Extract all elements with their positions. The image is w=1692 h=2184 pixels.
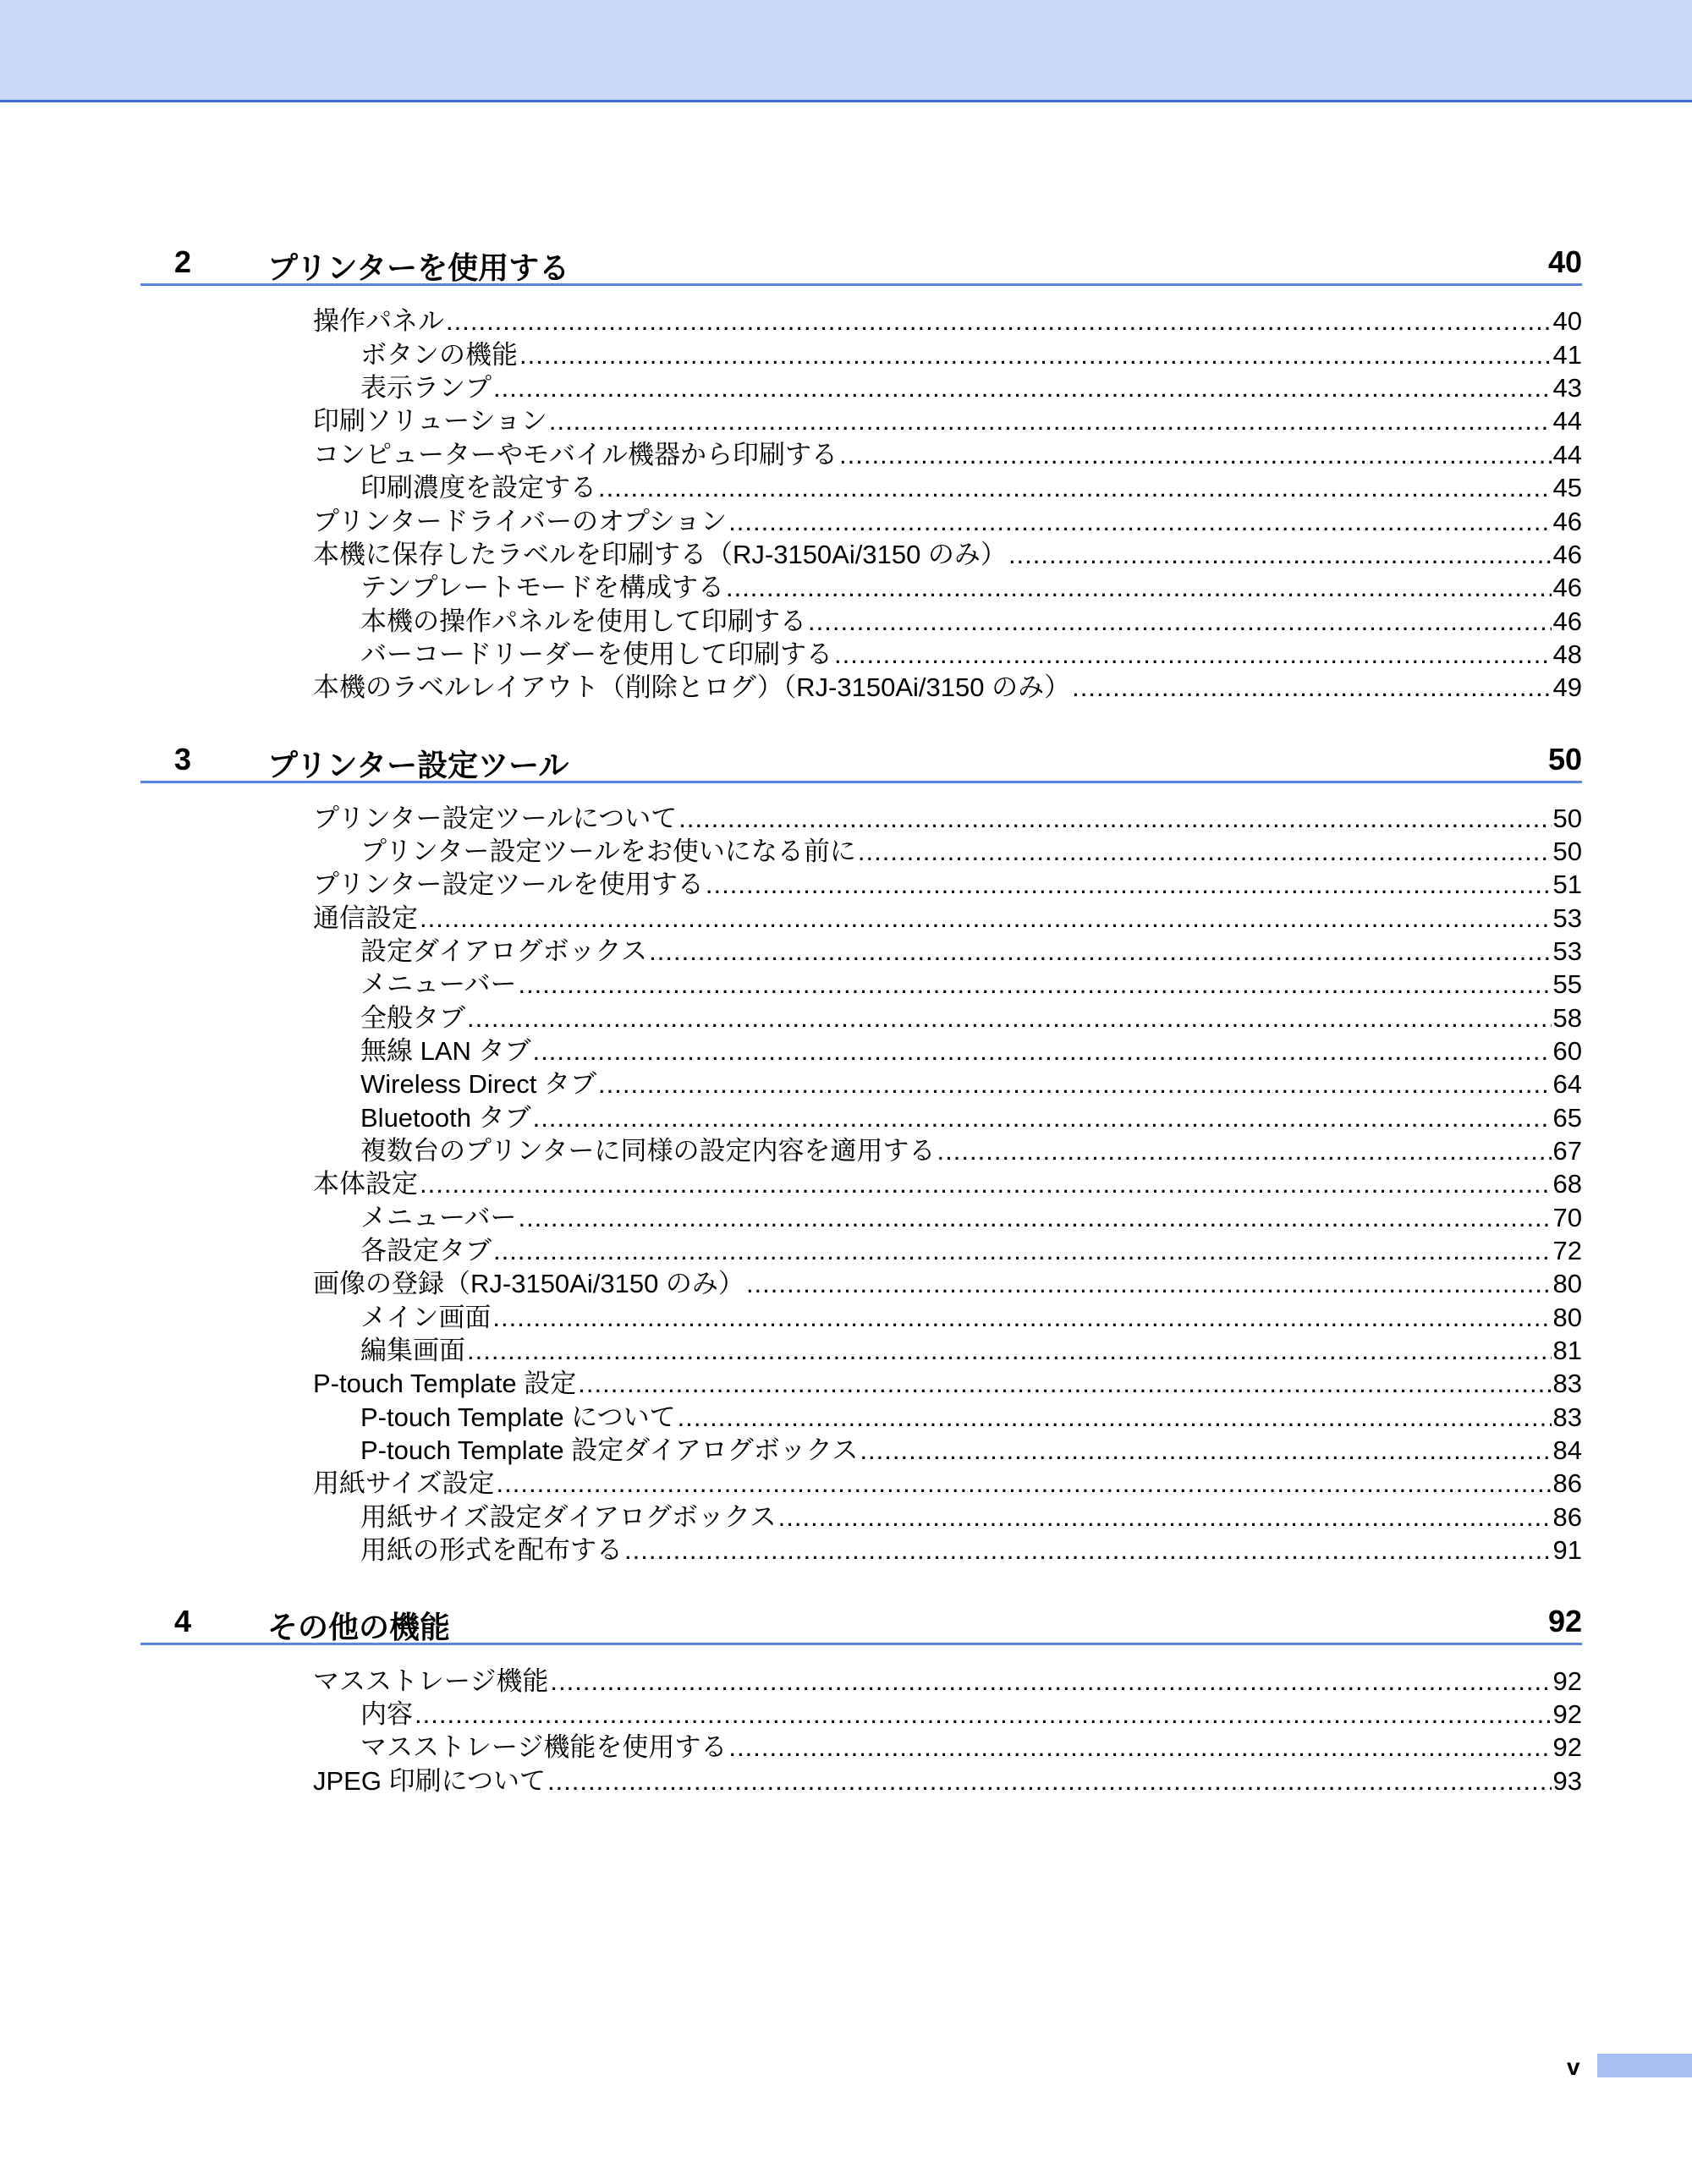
leader-dots [860,1434,1551,1468]
leader-dots [598,471,1552,505]
toc-entry-label: Wireless Direct タブ [360,1069,597,1099]
toc-subentry[interactable] [360,638,1582,672]
chapter-number: 2 [174,244,192,279]
chapter-heading-2[interactable] [140,241,1582,286]
chapter-number: 3 [174,742,192,776]
toc-entry-page: 93 [1552,1766,1582,1796]
toc-subentry[interactable] [360,1534,1582,1567]
toc-entry[interactable] [313,305,1582,338]
leader-dots [533,1101,1552,1135]
leader-dots [467,1001,1552,1035]
toc-subentry[interactable] [360,605,1582,639]
toc-entry-page: 80 [1552,1303,1582,1332]
leader-dots [519,338,1552,372]
toc-entry[interactable] [313,868,1582,902]
leader-dots [678,802,1551,836]
leader-dots [518,1201,1551,1235]
toc-entry[interactable] [313,404,1582,438]
leader-dots [728,505,1551,539]
chapter-page: 50 [1547,742,1582,776]
toc-entry-page: 45 [1552,473,1582,502]
toc-entry-label: バーコードリーダーを使用して印刷する [360,639,832,669]
toc-entry-page: 53 [1552,936,1582,966]
toc-entry-label: 表示ランプ [360,373,492,403]
toc-subentry[interactable] [360,1101,1582,1135]
toc-entry-label: P-touch Template 設定ダイアログボックス [360,1435,859,1465]
toc-subentry[interactable] [360,1334,1582,1368]
chapter-page: 92 [1547,1604,1582,1638]
leader-dots [493,371,1552,405]
leader-dots [678,1401,1552,1435]
toc-entry-page: 68 [1552,1169,1582,1199]
toc-entry-label: 印刷ソリューション [313,406,547,436]
toc-entry-page: 50 [1552,804,1582,833]
toc-subentry[interactable] [360,338,1582,372]
toc-entry-page: 92 [1552,1699,1582,1729]
toc-entry-label: 無線 LAN タブ [360,1036,531,1066]
chapter-heading-4[interactable] [140,1600,1582,1645]
chapter-heading-3[interactable] [140,738,1582,783]
toc-subentry[interactable] [360,1731,1582,1764]
toc-subentry[interactable] [360,1001,1582,1035]
toc-entry[interactable] [313,1665,1582,1698]
toc-subentry[interactable] [360,1401,1582,1435]
toc-entry-label: 全般タブ [360,1003,465,1033]
toc-entry-page: 83 [1552,1402,1582,1432]
toc-entry-label: 用紙サイズ設定 [313,1468,495,1498]
toc-subentry[interactable] [360,1301,1582,1335]
toc-entry-page: 50 [1552,837,1582,866]
toc-entry-page: 44 [1552,406,1582,436]
leader-dots [493,1234,1552,1268]
leader-dots [839,438,1552,472]
leader-dots [624,1534,1552,1567]
leader-dots [533,1034,1552,1068]
toc-entry-label: ボタンの機能 [360,340,518,370]
leader-dots [420,1167,1552,1201]
toc-entry-page: 92 [1552,1732,1582,1762]
toc-entry-label: 用紙の形式を配布する [360,1535,623,1565]
toc-entry-label: マスストレージ機能 [313,1666,549,1696]
footer-band [1597,2054,1692,2077]
toc-entry-label: JPEG 印刷について [313,1766,546,1796]
toc-entry-page: 80 [1552,1269,1582,1298]
leader-dots [420,902,1552,936]
toc-entry-page: 92 [1552,1666,1582,1696]
leader-dots [446,305,1552,338]
leader-dots [467,1334,1552,1368]
toc-entry-page: 48 [1552,639,1582,669]
toc-entry-label: メニューバー [360,1203,517,1232]
leader-dots [518,968,1551,1001]
toc-entry-page: 91 [1552,1535,1582,1565]
toc-entry-page: 70 [1552,1203,1582,1232]
toc-entry[interactable] [313,538,1582,572]
toc-entry-label: Bluetooth タブ [360,1103,531,1133]
toc-subentry[interactable] [360,1067,1582,1101]
leader-dots [547,1764,1552,1798]
chapter-title: プリンターを使用する [267,250,570,285]
leader-dots [937,1134,1552,1168]
page-number: v [1567,2054,1580,2080]
toc-subentry[interactable] [360,1034,1582,1068]
toc-subentry[interactable] [360,1501,1582,1534]
leader-dots [834,638,1552,672]
toc-entry-label: P-touch Template 設定 [313,1369,577,1398]
toc-entry-page: 46 [1552,507,1582,536]
toc-subentry[interactable] [360,1201,1582,1235]
toc-subentry[interactable] [360,1234,1582,1268]
chapter-page: 40 [1547,244,1582,279]
toc-entry-page: 65 [1552,1103,1582,1133]
toc-entry-label: テンプレートモードを構成する [360,573,724,602]
toc-entry-label: 画像の登録（RJ-3150Ai/3150 のみ） [313,1269,744,1298]
toc-entry-page: 83 [1552,1369,1582,1398]
toc-entry-label: マスストレージ機能を使用する [360,1732,728,1762]
toc-entry-label: メイン画面 [360,1303,492,1332]
toc-entry-page: 72 [1552,1236,1582,1265]
toc-entry-page: 86 [1552,1502,1582,1532]
leader-dots [649,935,1551,969]
chapter-title: プリンター設定ツール [267,748,569,782]
toc-entry[interactable] [313,1467,1582,1501]
toc-entry[interactable] [313,505,1582,539]
toc-entry-label: プリンター設定ツールを使用する [313,870,704,899]
leader-dots [726,571,1552,605]
toc-subentry[interactable] [360,1134,1582,1168]
toc-subentry[interactable] [360,935,1582,969]
toc-subentry[interactable] [360,371,1582,405]
toc-entry-page: 58 [1552,1003,1582,1033]
toc-entry-page: 86 [1552,1468,1582,1498]
toc-subentry[interactable] [360,968,1582,1001]
toc-entry-page: 43 [1552,373,1582,403]
leader-dots [728,1731,1551,1764]
toc-entry-page: 51 [1552,870,1582,899]
toc-subentry[interactable] [360,835,1582,869]
toc-entry-label: 本機の操作パネルを使用して印刷する [360,606,806,636]
leader-dots [598,1067,1552,1101]
leader-dots [497,1467,1552,1501]
toc-entry-label: メニューバー [360,969,517,999]
toc-entry-page: 81 [1552,1336,1582,1365]
leader-dots [415,1698,1552,1731]
toc-entry-page: 84 [1552,1435,1582,1465]
leader-dots [706,868,1552,902]
leader-dots [550,1665,1551,1698]
toc-entry-label: 内容 [360,1699,413,1729]
leader-dots [549,404,1552,438]
toc-entry-label: 用紙サイズ設定ダイアログボックス [360,1502,777,1532]
toc-entry-label: プリンター設定ツールについて [313,804,678,833]
toc-entry-label: 操作パネル [313,306,444,336]
toc-entry-label: コンピューターやモバイル機器から印刷する [313,440,838,469]
toc-entry-label: P-touch Template について [360,1402,676,1432]
leader-dots [746,1267,1552,1301]
toc-entry-page: 49 [1552,672,1582,702]
toc-entry-page: 60 [1552,1036,1582,1066]
chapter-title: その他の機能 [267,1610,451,1644]
toc-entry-label: 本機に保存したラベルを印刷する（RJ-3150Ai/3150 のみ） [313,540,1007,569]
toc-entry[interactable] [313,802,1582,836]
toc-entry[interactable] [313,1367,1582,1401]
toc-entry-label: 印刷濃度を設定する [360,473,596,502]
toc-entry-page: 55 [1552,969,1582,999]
toc-entry-page: 64 [1552,1069,1582,1099]
toc-entry[interactable] [313,1167,1582,1201]
toc-entry[interactable] [313,671,1582,705]
toc-entry-page: 53 [1552,903,1582,933]
toc-entry-label: 通信設定 [313,903,418,933]
toc-subentry[interactable] [360,471,1582,505]
toc-entry-label: 各設定タブ [360,1236,492,1265]
leader-dots [1072,671,1551,705]
leader-dots [1008,538,1552,572]
toc-entry[interactable] [313,1764,1582,1798]
toc-entry-page: 41 [1552,340,1582,370]
header-band [0,0,1692,102]
leader-dots [578,1367,1551,1401]
toc-entry-page: 46 [1552,540,1582,569]
leader-dots [858,835,1552,869]
toc-entry-label: プリンター設定ツールをお使いになる前に [360,837,856,866]
toc-entry-label: 本体設定 [313,1169,418,1199]
leader-dots [778,1501,1552,1534]
toc-subentry[interactable] [360,1698,1582,1731]
toc-entry-label: 編集画面 [360,1336,465,1365]
toc-entry-label: プリンタードライバーのオプション [313,507,728,536]
toc-entry[interactable] [313,1267,1582,1301]
toc-entry[interactable] [313,902,1582,936]
toc-entry-label: 複数台のプリンターに同様の設定内容を適用する [360,1136,936,1166]
toc-entry-page: 44 [1552,440,1582,469]
toc-entry-page: 46 [1552,606,1582,636]
leader-dots [492,1301,1551,1335]
toc-subentry[interactable] [360,571,1582,605]
toc-entry-label: 設定ダイアログボックス [360,936,648,966]
toc-entry-page: 67 [1552,1136,1582,1166]
chapter-number: 4 [174,1604,192,1638]
toc-entry-page: 40 [1552,306,1582,336]
toc-entry-page: 46 [1552,573,1582,602]
toc-entry[interactable] [313,438,1582,472]
toc-subentry[interactable] [360,1434,1582,1468]
toc-entry-label: 本機のラベルレイアウト（削除とログ）（RJ-3150Ai/3150 のみ） [313,672,1071,702]
leader-dots [808,605,1552,639]
